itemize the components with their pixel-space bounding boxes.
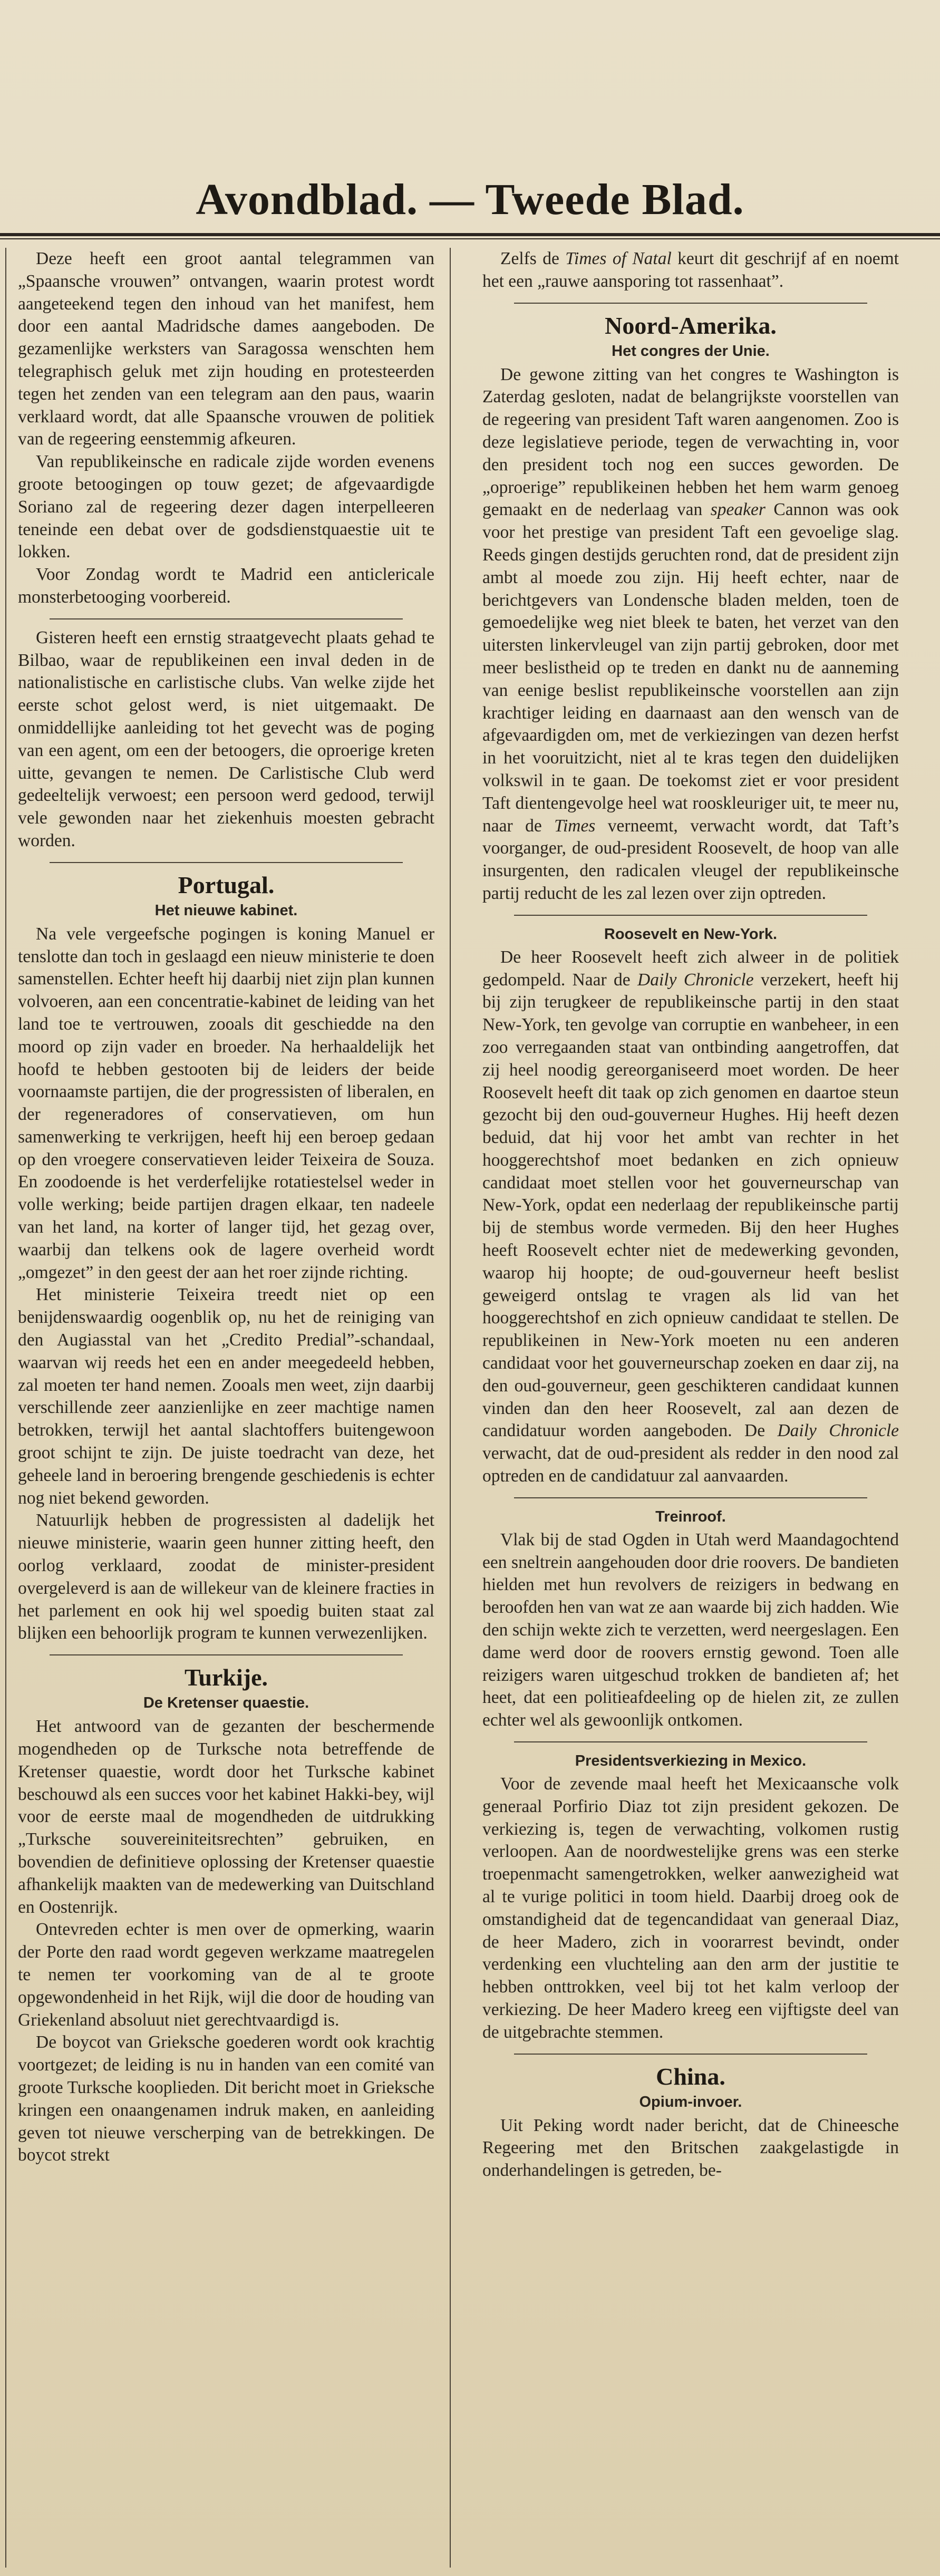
text: Zelfs de [500, 249, 566, 268]
section-title-china: China. [656, 2062, 725, 2090]
paragraph: Voor Zondag wordt te Madrid een anticlericale monsterbetooging voorbereid. [18, 565, 434, 607]
newspaper-name: Times [554, 816, 596, 836]
text: keurt dit geschrijf af en noemt het een „rauwe aansporing tot rassenhaat”. [482, 249, 899, 291]
paragraph [482, 364, 899, 905]
separator [50, 618, 403, 619]
paragraph: Natuurlijk hebben de progressisten al dadelijk het nieuwe ministerie, waarin geen hunner zitting heeft, den oorlog verklaard, zoodat de minister-president overgeleverd is aan de willekeur van de kleinere fracties in het parlement en ook hij wel spoedig buiten staat zal blijken een behoorlijk program te kunnen verwezenlijken. [18, 1510, 434, 1643]
left-border-rule [5, 248, 6, 2568]
paragraph [482, 946, 899, 1488]
text: verzekert, heeft hij bij zijn terugkeer de republikeinsche partij in den staat New-York, ten gevolge van corruptie en wanbeheer, in een zoo verregaanden staat van ontbinding aangetroffen, dat zij heel noodig gereorganiseerd moet worden. De heer Roosevelt heeft dit taak op zich genomen en daartoe steun gezocht bij den oud-gouverneur Hughes. Hij heeft dezen beduid, dat hij voor het ambt van rechter in het hooggerechtshof moet bedanken en zich opnieuw candidaat moet stellen voor het gouverneurschap van New-York, opdat een nederlaag der republikeinsche partij bij de stembus worde vermeden. Bij den heer Hughes heeft Roosevelt echter niet de medewerking gevonden, waarop hij hoopte; de oud-gouverneur heeft beslist geweigerd ontslag te vragen als lid van het hooggerechtshof en zich opnieuw candidaat te stellen. De republikeinen in New-York moeten nu een anderen candidaat voor het gouverneurschap zoeken en daar zij, na den oud-gouverneur, geen geschikteren candidaat kunnen vinden dan den heer Roosevelt, zal aan dezen de candidatuur worden aangeboden. De [482, 970, 899, 1441]
article-subtitle: Presidentsverkiezing in Mexico. [575, 1752, 807, 1770]
article-subtitle: Treinroof. [655, 1508, 726, 1525]
separator [514, 915, 867, 916]
section-subtitle: Het nieuwe kabinet. [154, 902, 298, 919]
paragraph: Deze heeft een groot aantal telegrammen van „Spaansche vrouwen” ontvangen, waarin protest wordt aangeteekend tegen den inhoud van het manifest, hem door een aantal Madridsche dames aangeboden. De gezamenlijke werksters van Saragossa wenschten hem telegraphisch geluk met zijn houding en protesteerden tegen het zenden van een telegram aan den paus, waarin verklaard wordt, dat alle Spaansche vrouwen de politiek van de regeering eenstemmig afkeuren. [18, 249, 434, 449]
paragraph: De boycot van Grieksche goederen wordt ook krachtig voortgezet; de leiding is nu in handen van een comité van groote Turksche kooplieden. Dit bericht moet in Grieksche kringen een onaangenamen indruk maken, en aanleiding geven tot nieuwe verscherping van de betrekkingen. De boycot strekt [18, 2032, 434, 2165]
paragraph: Na vele vergeefsche pogingen is koning Manuel er tenslotte dan toch in geslaagd een nieuw ministerie te doen samenstellen. Echter heeft hij daarbij niet zijn plan kunnen volvoeren, aan een concentratie-kabinet de leiding van het land toe te vertrouwen, zooals dit geschiedde na den moord op zijn vader en broeder. Na herhaaldelijk het hoofd te hebben gestooten bij de leiders der beide voornaamste partijen, die der progressisten of liberalen, en der regeneradores of conservatieven, om hun samenwerking te verkrijgen, heeft hij een beroep gedaan op den vroegere conservatieven leider Teixeira de Souza. En zoodoende is het verderfelijke rotatiestelsel weder in volle werking; beide partijen dragen elkaar, ten nadeele van het land, na korter of langer tijd, het gezag over, waarbij dan telkens ook de lagere overheid wordt „omgezet” in den geest der aan het roer zijnde richting. [18, 924, 434, 1282]
paragraph: Het antwoord van de gezanten der beschermende mogendheden op de Turksche nota betreffende de Kretenser quaestie, wordt door het Turksche kabinet beschouwd als een succes voor het kabinet Hakki-bey, wijl voor de eerste maal de mogendheden de uitdrukking „Turksche souvereiniteitsrechten” gebruiken, en bovendien de definitieve oplossing der Kretenser quaestie afhankelijk maakten van de medewerking van Duitschland en Oostenrijk. [18, 1717, 434, 1917]
separator [514, 1497, 867, 1498]
paragraph: Gisteren heeft een ernstig straatgevecht plaats gehad te Bilbao, waar de republikeinen een inval deden in de nationalistische en carlistische clubs. Van welke zijde het eerste schot gelost werd, is niet uitgemaakt. De onmiddellijke aanleiding tot het gevecht was de poging van een agent, om een der betoogers, die oproerige kreten uitte, gevangen te nemen. De Carlistische Club werd gedeeltelijk verwoest; een persoon werd gedood, terwijl vele gewonden naar het ziekenhuis moesten gebracht worden. [18, 627, 434, 850]
separator [50, 1654, 403, 1655]
paragraph [482, 248, 899, 293]
section-title-noord-amerika: Noord-Amerika. [605, 312, 777, 339]
section-title-turkije: Turkije. [184, 1664, 268, 1691]
article-subtitle: Roosevelt en New-York. [604, 925, 778, 943]
masthead-title: Avondblad. — Tweede Blad. [196, 175, 744, 224]
section-subtitle: De Kretenser quaestie. [143, 1694, 309, 1712]
separator [50, 862, 403, 863]
paragraph: Ontevreden echter is men over de opmerking, waarin der Porte den raad wordt gegeven werkzame maatregelen te nemen ter voorkoming van de al te groote opgewondenheid in het Rijk, wijl die door de houding van Griekenland absoluut niet gerechtvaardigd is. [18, 1920, 434, 2030]
masthead-rule [0, 233, 940, 236]
right-column [482, 248, 899, 2568]
separator [514, 1741, 867, 1742]
separator [514, 2054, 867, 2055]
paragraph: Van republikeinsche en radicale zijde worden evenens groote betoogingen op touw gezet; de afgevaardigde Soriano zal de regeering dezer dagen interpelleeren teneinde een debat over de godsdienstquaestie uit te lokken. [18, 452, 434, 562]
text: Cannon was ook voor het prestige van president Taft een gevoelige slag. Reeds gingen destijds geruchten rond, dat de president zijn ambt al moede zou zijn. Hij heeft echter, naar de berichtgevers van Londensche bladen melden, toen de gemoedelijke weg niet bleek te baten, het verzet van den uitersten linkervleugel van zijn partij gebroken, door met meer beslistheid op te treden en dankt nu de aanneming van eenige beslist republikeinsche voorstellen aan zijn krachtiger leiding en daarnaast aan den wensch van de afgevaardigden om, met de verkiezingen van dezen herfst in het vooruitzicht, niet al te kras tegen den duidelijken volkswil in te gaan. De toekomst ziet er voor president Taft dientengevolge heel wat rooskleuriger uit, te meer nu, naar de [482, 500, 899, 836]
newspaper-name: Times of Natal [565, 249, 672, 268]
section-subtitle: Opium-invoer. [639, 2093, 742, 2110]
text: De gewone zitting van het congres te Washington is Zaterdag gesloten, nadat de belangrijkste voorstellen van de regeering van president Taft waren aangenomen. Zoo is deze legislatieve periode, tegen de verwachting in, voor den president toch nog een succes geworden. De „oproerige” republikeinen hebben het hem warm genoeg gemaakt en de nederlaag van [482, 364, 899, 520]
masthead-rule-thin [0, 238, 940, 239]
paragraph: Uit Peking wordt nader bericht, dat de Chineesche Regeering met den Britschen zaakgelastigde in onderhandelingen is getreden, be- [482, 2115, 899, 2181]
text: verneemt, verwacht wordt, dat Taft’s voorganger, de oud-president Roosevelt, de hoop van alle insurgenten, den radicalen vleugel der republikeinsche partij reducht de les zal lezen over zijn optreden. [482, 816, 899, 903]
paragraph: Vlak bij de stad Ogden in Utah werd Maandagochtend een sneltrein aangehouden door drie roovers. De bandieten hielden met hun revolvers de reizigers in bedwang en beroofden hen van wat ze aan waarde bij zich hadden. Wie den schijn wekte zich te verzetten, werd neergeslagen. Een dame werd door de roovers ernstig gewond. Toen alle reizigers waren uitgeschud trokken de bandieten af; het heet, dat een politieafdeeling op de hielen zit, ze zullen echter wel als gewoonlijk ontkomen. [482, 1529, 899, 1730]
masthead [0, 168, 940, 231]
italic-word: speaker [710, 500, 765, 520]
text: verwacht, dat de oud-president als redder in den nood zal optreden en de candidatuur zal aanvaarden. [482, 1444, 899, 1486]
column-divider [450, 248, 451, 2568]
newspaper-name: Daily Chronicle [777, 1421, 899, 1441]
paragraph: Voor de zevende maal heeft het Mexicaansche volk generaal Porfirio Diaz tot zijn president gekozen. De verkiezing is, tegen de verwachting, volkomen rustig verloopen. Aan de noordwestelijke grens was een sterke troepenmacht samengetrokken, welker aanwezigheid wat al te vurige politici in toom hield. Daarbij droeg ook de omstandigheid dat de tegencandidaat van generaal Diaz, de heer Madero, zich in voorarrest bevindt, onder verdenking een vluchteling aan den arm der justitie te hebben onttrokken, veel bij tot het kalm verloop der verkiezing. De heer Madero kreeg een vijftigste deel van de uitgebrachte stemmen. [482, 1774, 899, 2042]
separator [514, 303, 867, 304]
paragraph: Het ministerie Teixeira treedt niet op een benijdenswaardig oogenblik op, nu het de reiniging van den Augiasstal van het „Credito Predial”-schandaal, waarvan wij reeds het een en ander meegedeeld hebben, zal moeten ter hand nemen. Zooals men weet, zijn daarbij verschillende zeer aanzienlijke en zeer machtige namen betrokken, terwijl het aantal slachtoffers buitengewoon groot schijnt te zijn. De juiste toedracht van deze, het geheele land in beroering brengende geschiedenis is echter nog niet bekend geworden. [18, 1285, 434, 1508]
section-title-portugal: Portugal. [178, 871, 275, 898]
left-column [18, 248, 434, 2568]
section-subtitle: Het congres der Unie. [612, 342, 770, 360]
newspaper-name: Daily Chronicle [637, 970, 754, 990]
text: De heer Roosevelt heeft zich alweer in de politiek gedompeld. Naar de [482, 947, 899, 990]
